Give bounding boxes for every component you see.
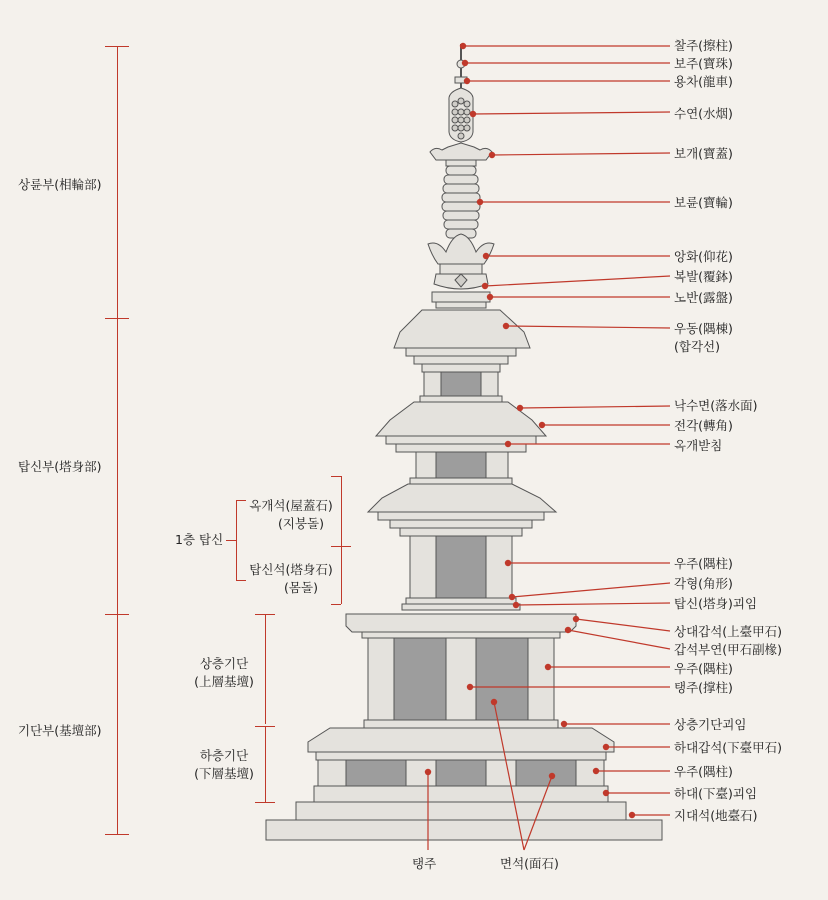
label-lower-base: 하층기단 bbox=[199, 748, 249, 763]
marker-noban bbox=[487, 294, 493, 300]
anghwa-lotus bbox=[428, 234, 494, 264]
label-sangdaegapseok: 상대갑석(上臺甲石) bbox=[674, 624, 783, 639]
boryun-rings bbox=[442, 166, 480, 238]
marker-hadaegapseok bbox=[603, 744, 609, 750]
label-tapsinbu: 탑신부(塔身部) bbox=[18, 459, 102, 474]
label-sangcheunggoeim: 상층기단괴임 bbox=[674, 717, 747, 732]
label-noban: 노반(露盤) bbox=[674, 290, 733, 305]
leader-bokbal bbox=[485, 276, 670, 286]
label-sangryunbu: 상륜부(相輪部) bbox=[18, 177, 102, 192]
bogae-canopy bbox=[430, 143, 492, 160]
marker-suyeon bbox=[470, 111, 476, 117]
label-gakhyeong: 각형(角形) bbox=[674, 576, 733, 591]
leader-naksumyeon bbox=[520, 406, 670, 408]
marker-chalju bbox=[460, 43, 466, 49]
leader-bogae bbox=[492, 153, 670, 155]
label-jidaeseok: 지대석(地臺石) bbox=[674, 808, 758, 823]
leader-gapseokbuyeon bbox=[568, 630, 670, 649]
marker-bogae bbox=[489, 152, 495, 158]
leader-tapsingoeim bbox=[516, 603, 670, 605]
bracket-lower-base bbox=[265, 726, 266, 802]
marker-anghwa bbox=[483, 253, 489, 259]
marker-gapseokbuyeon bbox=[565, 627, 571, 633]
label-boju: 보주(寶珠) bbox=[674, 56, 733, 71]
marker-taengju-right bbox=[467, 684, 473, 690]
marker-uju-1 bbox=[505, 560, 511, 566]
marker-sangcheunggoeim bbox=[561, 721, 567, 727]
label-jibungdol: (지붕돌) bbox=[278, 516, 324, 531]
bracket-sangryunbu bbox=[117, 46, 118, 318]
marker-jeongak bbox=[539, 422, 545, 428]
label-lower-base-han: (下層基壇) bbox=[194, 766, 254, 781]
label-okgaebatchim: 옥개받침 bbox=[674, 438, 723, 453]
label-bogae: 보개(寶蓋) bbox=[674, 146, 733, 161]
label-momdol: (몸돌) bbox=[284, 580, 318, 595]
marker-taengju-bottom bbox=[425, 769, 431, 775]
marker-tapsingoeim bbox=[513, 602, 519, 608]
roof-3 bbox=[394, 310, 530, 348]
label-jeongak: 전각(轉角) bbox=[674, 418, 733, 433]
label-tapsinseok: 탑신석(塔身石) bbox=[249, 562, 333, 577]
label-udong-sub: (합각선) bbox=[674, 339, 720, 354]
leader-sangdaegapseok bbox=[576, 619, 670, 631]
label-naksumyeon: 낙수면(落水面) bbox=[674, 398, 758, 413]
label-yongcha: 용차(龍車) bbox=[674, 74, 733, 89]
label-upper-base-han: (上層基壇) bbox=[194, 674, 254, 689]
lower-base-cap bbox=[308, 728, 614, 752]
marker-okgaebatchim bbox=[505, 441, 511, 447]
label-gidanbu: 기단부(基壇部) bbox=[18, 723, 102, 738]
roof-1 bbox=[368, 484, 556, 512]
bracket-okgaeseok bbox=[341, 476, 342, 604]
bracket-gidanbu bbox=[117, 614, 118, 834]
bracket-first-story bbox=[236, 500, 237, 580]
label-uju-1: 우주(隅柱) bbox=[674, 556, 733, 571]
label-uju-3: 우주(隅柱) bbox=[674, 764, 733, 779]
label-first-story: 1층 탑신 bbox=[175, 532, 224, 547]
leader-udong bbox=[506, 326, 670, 328]
bracket-tapsinbu bbox=[117, 318, 118, 614]
label-okgaeseok: 옥개석(屋蓋石) bbox=[249, 498, 333, 513]
label-uju-2: 우주(隅柱) bbox=[674, 661, 733, 676]
marker-myeonseok-2 bbox=[549, 773, 555, 779]
marker-yongcha bbox=[464, 78, 470, 84]
leader-gakhyeong bbox=[512, 583, 670, 597]
marker-naksumyeon bbox=[517, 405, 523, 411]
label-upper-base: 상층기단 bbox=[199, 656, 249, 671]
noban-base bbox=[432, 292, 490, 302]
marker-myeonseok-1 bbox=[491, 699, 497, 705]
label-taengju-right: 탱주(撑柱) bbox=[674, 680, 733, 695]
label-tapsingoeim: 탑신(塔身)괴임 bbox=[674, 596, 758, 611]
label-taengju-bottom: 탱주 bbox=[412, 856, 437, 871]
marker-gakhyeong bbox=[509, 594, 515, 600]
label-suyeon: 수연(水烟) bbox=[674, 106, 733, 121]
label-bokbal: 복발(覆鉢) bbox=[674, 269, 733, 284]
marker-boju bbox=[462, 60, 468, 66]
label-boryun: 보륜(寶輪) bbox=[674, 195, 733, 210]
upper-base-cap bbox=[346, 614, 576, 632]
marker-uju-3 bbox=[593, 768, 599, 774]
marker-sangdaegapseok bbox=[573, 616, 579, 622]
jidaeseok-slab bbox=[296, 802, 626, 820]
label-udong: 우동(隅棟) bbox=[674, 321, 733, 336]
label-myeonseok: 면석(面石) bbox=[500, 856, 559, 871]
label-chalju: 찰주(擦柱) bbox=[674, 38, 733, 53]
label-anghwa: 앙화(仰花) bbox=[674, 249, 733, 264]
leader-suyeon bbox=[473, 112, 670, 114]
label-gapseokbuyeon: 갑석부연(甲石副椽) bbox=[674, 642, 783, 657]
marker-bokbal bbox=[482, 283, 488, 289]
marker-boryun bbox=[477, 199, 483, 205]
marker-hadaegoeim bbox=[603, 790, 609, 796]
bracket-upper-base bbox=[265, 614, 266, 724]
label-hadaegapseok: 하대갑석(下臺甲石) bbox=[674, 740, 783, 755]
marker-jidaeseok bbox=[629, 812, 635, 818]
marker-uju-2 bbox=[545, 664, 551, 670]
marker-udong bbox=[503, 323, 509, 329]
label-hadaegoeim: 하대(下臺)괴임 bbox=[674, 786, 758, 801]
